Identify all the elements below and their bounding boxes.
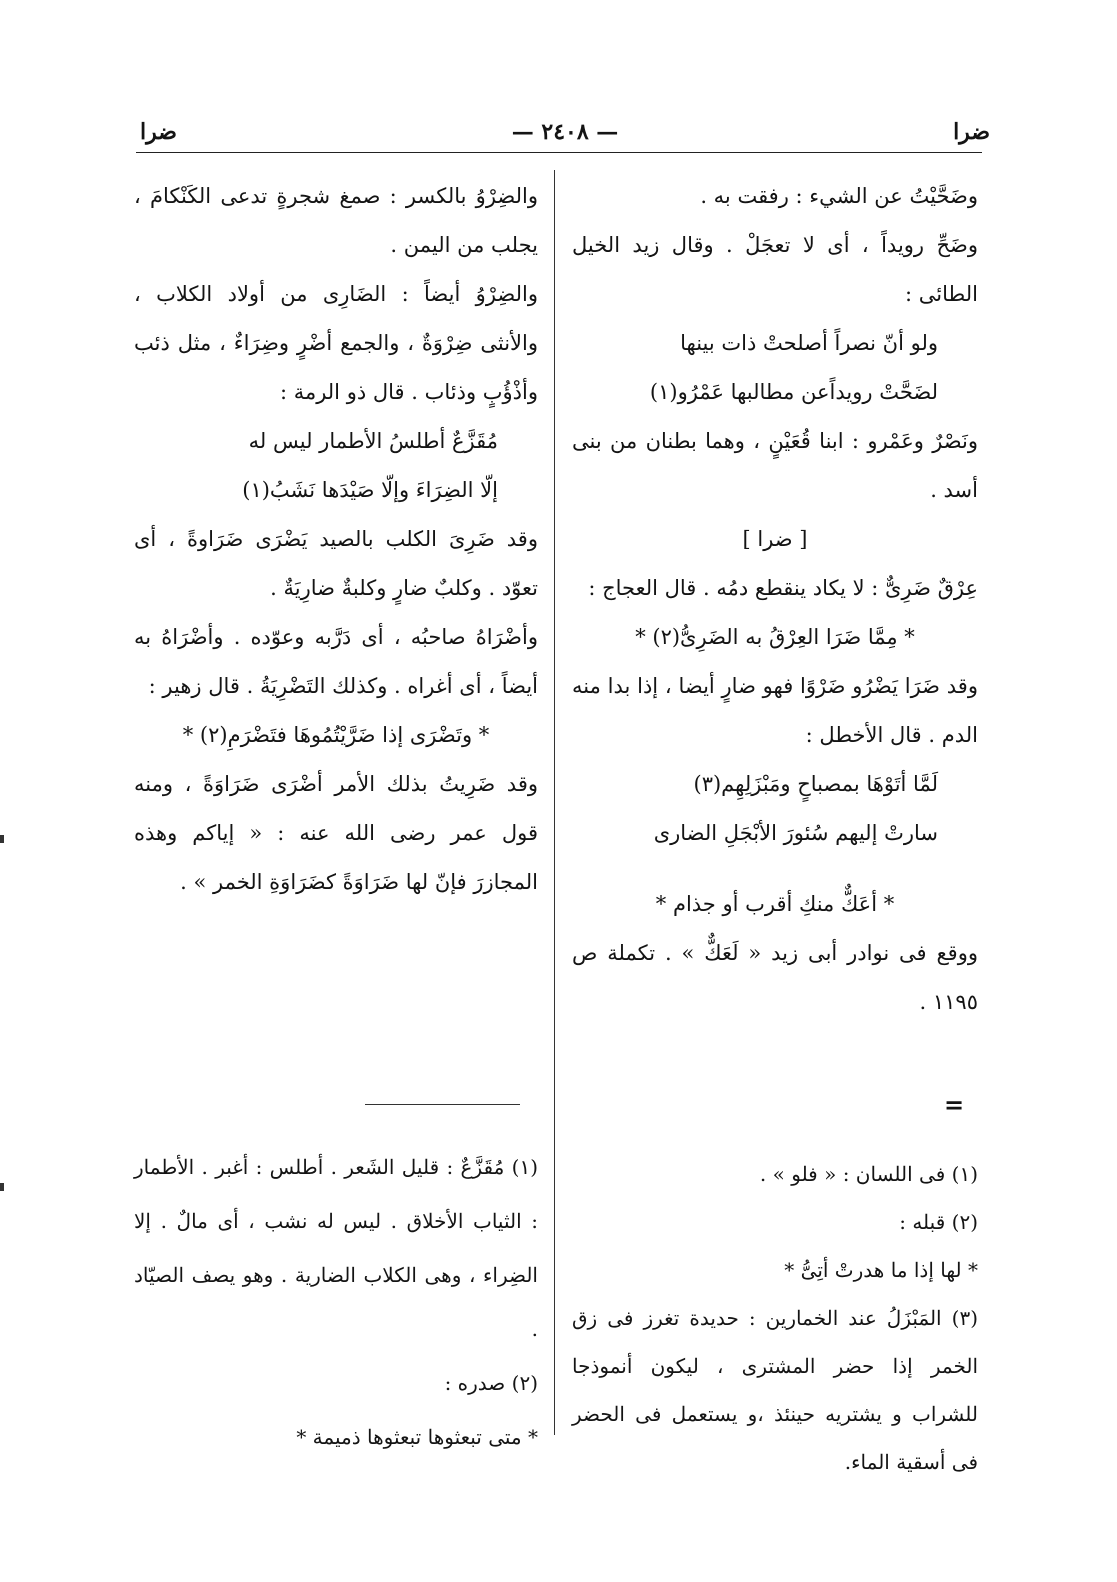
footnote-verse: * متى تبعثوها تبعثوها ذميمة * xyxy=(296,1425,538,1449)
verse-line: * وتَضْرَى إذا ضَرَّيْتُمُوهَا فتَضْرَمِ(٢) * xyxy=(182,723,490,747)
header-rule xyxy=(136,152,982,153)
footnote: (٢) صدره : xyxy=(444,1371,538,1395)
entry-paragraph: وضَحِّ رويداً ، أى لا تعجَلْ . وقال زيد الخيل الطائى : xyxy=(572,233,978,306)
footnote: (٣) المَبْزَلُ عند الخمارين : حديدة تغرز فى زق الخمر إذا حضر المشترى ، ليكون أنموذجا للشراب و يشتريه حينئذ ،و يستعمل فى الحضر فى أسقية الماء. xyxy=(572,1306,978,1474)
entry-paragraph: عِرْقٌ ضَرِىٌّ : لا يكاد ينقطع دمُه . قال العجاج : xyxy=(588,576,978,600)
verse-line: لضَحَّتْ رويداًعن مطالبها عَمْرُو(١) xyxy=(649,380,938,404)
footnote: (٢) قبله : xyxy=(899,1210,978,1234)
correction-verse: * أعَكٌّ منكِ أقرب أو جذام * xyxy=(655,892,895,916)
scan-mark xyxy=(0,1183,4,1191)
right-column xyxy=(572,172,978,1027)
entry-paragraph: والضِرْوُ أيضاً : الضَارِى من أولاد الكلاب ، والأنثى ضِرْوَةٌ ، والجمع أضْرٍ وضِرَاءٌ ، مثل ذئب وأذْؤُبٍ وذئاب . قال ذو الرمة : xyxy=(134,282,538,404)
entry-paragraph: وضَحَّيْتُ عن الشيء : رفقت به . xyxy=(700,184,978,208)
right-footnotes xyxy=(572,1150,978,1486)
verse-line: سارتْ إليهم سُئورَ الأبْجَلِ الضارى xyxy=(653,821,938,845)
left-column xyxy=(134,172,538,907)
verse-line: مُقَزَّعٌ أطلسُ الأطمار ليس له xyxy=(248,429,498,453)
entry-paragraph: والضِرْوُ بالكسر : صمغ شجرةٍ تدعى الكَنْكامَ ، يجلب من اليمن . xyxy=(134,184,538,257)
header-left-word: ضرا xyxy=(140,119,177,145)
footnote: (١) مُقَزَّعٌ : قليل الشَعر . أطلس : أغبر . الأطمار : الثياب الأخلاق . ليس له نشب ، أى مالٌ . إلا الضِراء ، وهى الكلاب الضارية . وهو يصف الصيّاد . xyxy=(134,1155,538,1341)
column-separator xyxy=(554,170,555,1435)
header-right-word: ضرا xyxy=(953,119,990,145)
page-header xyxy=(140,112,990,152)
correction-note: ووقع فى نوادر أبى زيد « لَعَكٌّ » . تكملة ص ١١٩٥ . xyxy=(572,941,978,1014)
verse-line: * مِمَّا ضَرَا العِرْقُ به الضَرِىُّ(٢) * xyxy=(635,625,915,649)
verse-line: إلّا الضِرَاءَ وإلّا صَيْدَها نَشَبُ(١) xyxy=(242,478,498,502)
entry-paragraph: وقد ضَرَا يَضْرُو ضَرْوًا فهو ضارٍ أيضا ، إذا بدا منه الدم . قال الأخطل : xyxy=(572,674,978,747)
entry-paragraph: وقد ضَرِىَ الكلب بالصيد يَضْرَى ضَرَاوةً ، أى تعوّد . وكلبٌ ضارٍ وكلبةٌ ضارِيَةٌ . xyxy=(134,527,538,600)
footnote-verse: * لها إذا ما هدرتْ أتِىُّ * xyxy=(784,1258,978,1282)
page-number: — ٢٤٠٨ — xyxy=(511,119,619,145)
scan-mark xyxy=(0,835,4,843)
footnote-rule xyxy=(365,1104,520,1105)
entry-paragraph: وأضْرَاهُ صاحبُه ، أى دَرَّبه وعوّده . وأضْرَاهُ به أيضاً ، أى أغراه . وكذلك التَضْرِيَةُ . قال زهير : xyxy=(134,625,538,698)
verse-line: لَمَّا أتَوْهَا بمصباحٍ ومَبْزَلِهِم(٣) xyxy=(693,772,938,796)
verse-line: ولو أنّ نصراً أصلحتْ ذات بينها xyxy=(680,331,938,355)
root-heading: [ ضرا ] xyxy=(742,527,808,551)
left-footnotes xyxy=(134,1140,538,1464)
margin-mark: = xyxy=(944,1090,965,1119)
entry-paragraph: ونَصْرٌ وعَمْرو : ابنا قُعَيْنٍ ، وهما بطنان من بنى أسد . xyxy=(572,429,978,502)
footnote: (١) فى اللسان : « فلو » . xyxy=(759,1162,978,1186)
entry-paragraph: وقد ضَرِيتُ بذلك الأمر أضْرَى ضَرَاوَةً ، ومنه قول عمر رضى الله عنه : « إياكم وهذه المجازرَ فإنّ لها ضَرَاوَةً كضَرَاوَةِ الخمر » . xyxy=(134,772,538,894)
